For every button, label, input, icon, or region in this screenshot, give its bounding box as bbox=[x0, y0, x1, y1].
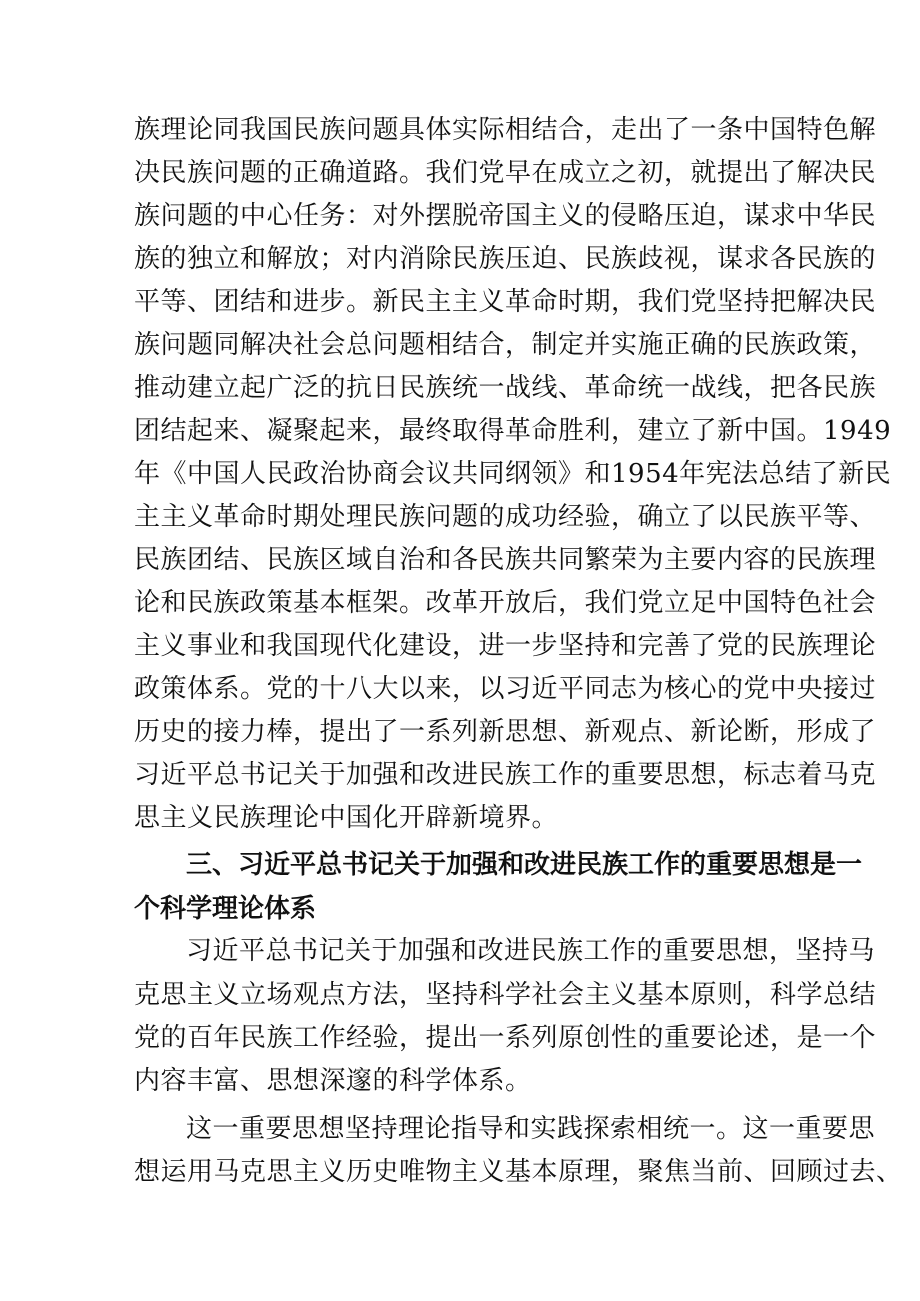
text-line: 族理论同我国民族问题具体实际相结合，走出了一条中国特色解 bbox=[134, 115, 877, 145]
text-line: 族问题的中心任务：对外摆脱帝国主义的侵略压迫，谋求中华民 bbox=[134, 201, 877, 231]
text-line: 内容丰富、思想深邃的科学体系。 bbox=[134, 1066, 532, 1096]
text-line: 团结起来、凝聚起来，最终取得革命胜利，建立了新中国。1949 bbox=[134, 416, 892, 446]
text-line: 族的独立和解放；对内消除民族压迫、民族歧视，谋求各民族的 bbox=[134, 244, 877, 274]
text-line: 克思主义立场观点方法，坚持科学社会主义基本原则，科学总结 bbox=[134, 980, 877, 1010]
text-line: 论和民族政策基本框架。改革开放后，我们党立足中国特色社会 bbox=[134, 588, 877, 618]
text-line: 主义事业和我国现代化建设，进一步坚持和完善了党的民族理论 bbox=[134, 631, 877, 661]
text-line: 族问题同解决社会总问题相结合，制定并实施正确的民族政策， bbox=[134, 330, 877, 360]
text-line: 决民族问题的正确道路。我们党早在成立之初，就提出了解决民 bbox=[134, 158, 877, 188]
text-line: 思主义民族理论中国化开辟新境界。 bbox=[134, 803, 559, 833]
heading-line: 三、习近平总书记关于加强和改进民族工作的重要思想是一 bbox=[186, 850, 863, 880]
text-line: 平等、团结和进步。新民主主义革命时期，我们党坚持把解决民 bbox=[134, 287, 877, 317]
text-line: 这一重要思想坚持理论指导和实践探索相统一。这一重要思 bbox=[186, 1114, 876, 1144]
text-line: 年《中国人民政治协商会议共同纲领》和1954年宪法总结了新民 bbox=[134, 459, 892, 489]
text-line: 历史的接力棒，提出了一系列新思想、新观点、新论断，形成了 bbox=[134, 717, 877, 747]
text-line: 想运用马克思主义历史唯物主义基本原理，聚焦当前、回顾过去、 bbox=[134, 1157, 903, 1187]
text-line: 党的百年民族工作经验，提出一系列原创性的重要论述，是一个 bbox=[134, 1023, 877, 1053]
text-line: 习近平总书记关于加强和改进民族工作的重要思想，坚持马 bbox=[186, 936, 876, 966]
text-line: 主主义革命时期处理民族问题的成功经验，确立了以民族平等、 bbox=[134, 502, 877, 532]
text-line: 推动建立起广泛的抗日民族统一战线、革命统一战线，把各民族 bbox=[134, 373, 877, 403]
text-line: 民族团结、民族区域自治和各民族共同繁荣为主要内容的民族理 bbox=[134, 545, 877, 575]
text-line: 政策体系。党的十八大以来，以习近平同志为核心的党中央接过 bbox=[134, 674, 877, 704]
text-line: 习近平总书记关于加强和改进民族工作的重要思想，标志着马克 bbox=[134, 760, 877, 790]
heading-line: 个科学理论体系 bbox=[134, 894, 317, 924]
